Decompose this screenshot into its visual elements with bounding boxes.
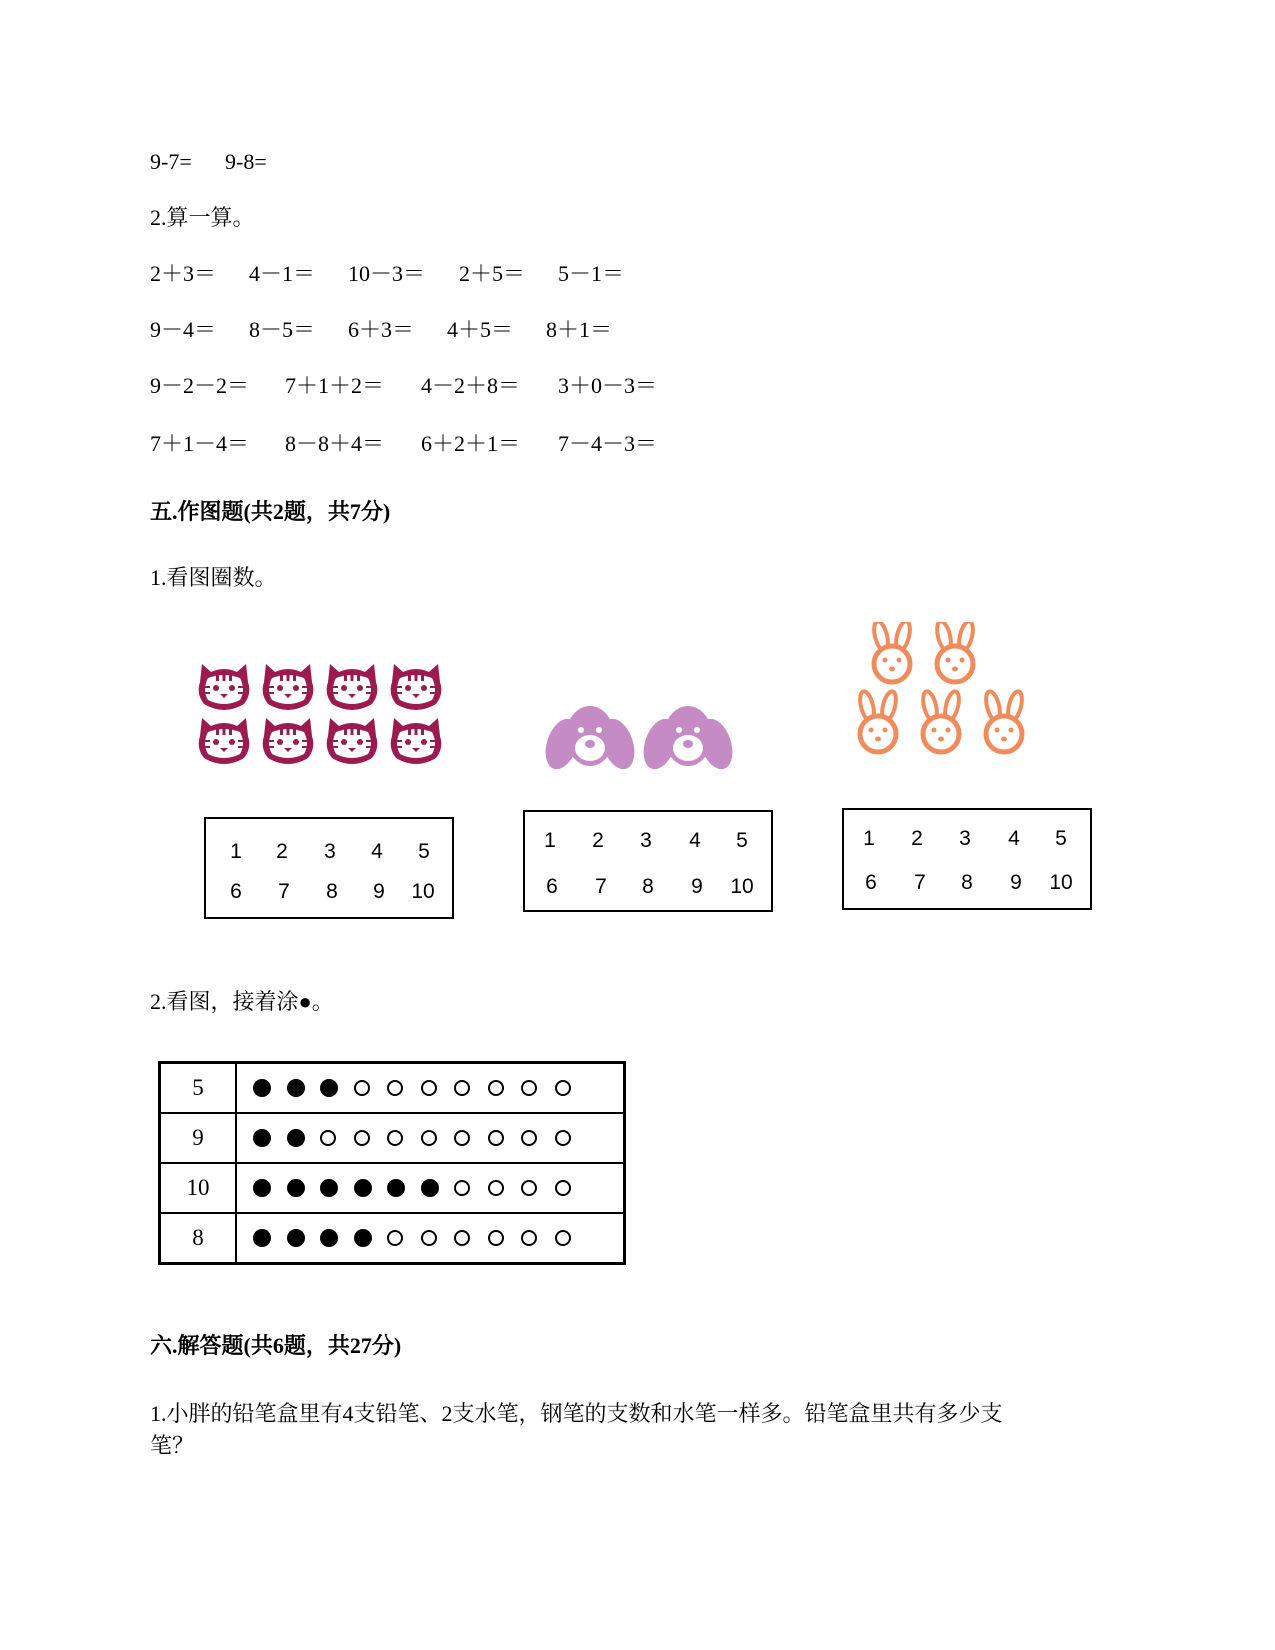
filled-dot[interactable]: [354, 1229, 372, 1247]
filled-dot[interactable]: [253, 1079, 271, 1097]
empty-dot[interactable]: [488, 1230, 504, 1246]
row-number-label: 10: [160, 1163, 237, 1213]
filled-dot[interactable]: [320, 1179, 338, 1197]
dot-cells: [236, 1213, 625, 1264]
equation: 7＋1－4＝: [150, 431, 250, 456]
equation: 9－2－2＝: [150, 373, 250, 398]
dot-cells: [236, 1113, 625, 1163]
number-cell[interactable]: 3: [959, 827, 971, 850]
puppy-face-icon: [545, 706, 640, 773]
row-number-label: 9: [160, 1113, 237, 1163]
number-cell[interactable]: 9: [1010, 871, 1022, 894]
number-cell[interactable]: 1: [863, 827, 875, 850]
number-cell[interactable]: 8: [326, 880, 338, 903]
number-cell[interactable]: 4: [371, 840, 383, 863]
number-cell[interactable]: 8: [961, 871, 973, 894]
equation: 9-8=: [225, 149, 267, 174]
bunny-face-icon: [872, 622, 913, 682]
empty-dot[interactable]: [488, 1080, 504, 1096]
bunny-face-icon: [921, 690, 962, 752]
number-cell[interactable]: 5: [736, 829, 748, 852]
dot-table-row: [160, 1213, 625, 1264]
empty-dot[interactable]: [521, 1230, 537, 1246]
number-box-tigers: [204, 817, 454, 919]
filled-dot[interactable]: [253, 1179, 271, 1197]
number-box-puppies: [523, 810, 773, 912]
empty-dot[interactable]: [421, 1230, 437, 1246]
number-cell[interactable]: 1: [230, 840, 242, 863]
number-cell[interactable]: 10: [730, 875, 754, 898]
tiger-face-icon: [391, 664, 442, 710]
number-cell[interactable]: 1: [544, 829, 556, 852]
number-cell[interactable]: 3: [324, 840, 336, 863]
empty-dot[interactable]: [488, 1130, 504, 1146]
equation: 8＋1＝: [546, 317, 613, 342]
section-title: 五.作图题(共2题，共7分): [150, 499, 391, 524]
empty-dot[interactable]: [521, 1180, 537, 1196]
empty-dot[interactable]: [521, 1130, 537, 1146]
empty-dot[interactable]: [521, 1080, 537, 1096]
empty-dot[interactable]: [454, 1180, 470, 1196]
puppy-face-icon: [638, 706, 739, 773]
tiger-face-icon: [263, 664, 314, 710]
number-cell[interactable]: 7: [595, 875, 607, 898]
equation: 8－8＋4＝: [285, 431, 385, 456]
empty-dot[interactable]: [354, 1130, 370, 1146]
section-title: 六.解答题(共6题，共27分): [150, 1333, 402, 1358]
dot-cells: [236, 1063, 625, 1114]
empty-dot[interactable]: [421, 1130, 437, 1146]
tiger-group: [196, 660, 452, 770]
number-cell[interactable]: 6: [865, 871, 877, 894]
puppy-group: [545, 700, 745, 775]
row-number-label: 5: [160, 1063, 237, 1114]
bunny-face-icon: [858, 690, 899, 752]
number-cell[interactable]: 9: [691, 875, 703, 898]
dot-table-row: [160, 1163, 625, 1213]
empty-dot[interactable]: [555, 1080, 571, 1096]
filled-dot[interactable]: [421, 1179, 439, 1197]
equation: 7＋1＋2＝: [285, 373, 385, 398]
empty-dot[interactable]: [387, 1230, 403, 1246]
empty-dot[interactable]: [555, 1130, 571, 1146]
bunny-face-icon: [984, 690, 1025, 752]
number-cell[interactable]: 10: [411, 880, 435, 903]
empty-dot[interactable]: [454, 1230, 470, 1246]
empty-dot[interactable]: [354, 1080, 370, 1096]
word-problem: 1.小胖的铅笔盒里有4支铅笔、2支水笔，钢笔的支数和水笔一样多。铅笔盒里共有多少支: [150, 1401, 1003, 1426]
equation: 4－2＋8＝: [421, 373, 521, 398]
bunny-face-icon: [935, 622, 976, 682]
empty-dot[interactable]: [454, 1130, 470, 1146]
empty-dot[interactable]: [555, 1180, 571, 1196]
empty-dot[interactable]: [421, 1080, 437, 1096]
empty-dot[interactable]: [555, 1230, 571, 1246]
equation: 5－1＝: [558, 261, 625, 286]
number-cell[interactable]: 10: [1049, 871, 1073, 894]
number-cell[interactable]: 8: [642, 875, 654, 898]
empty-dot[interactable]: [488, 1180, 504, 1196]
number-cell[interactable]: 4: [689, 829, 701, 852]
equation: 6＋2＋1＝: [421, 431, 521, 456]
empty-dot[interactable]: [320, 1130, 336, 1146]
tiger-face-icon: [391, 718, 442, 764]
filled-dot[interactable]: [354, 1179, 372, 1197]
filled-dot[interactable]: [387, 1179, 405, 1197]
number-cell[interactable]: 2: [592, 829, 604, 852]
equation: 3＋0－3＝: [558, 373, 658, 398]
filled-dot[interactable]: [287, 1079, 305, 1097]
number-box-bunnies: [842, 808, 1092, 910]
equation: 4－1＝: [249, 261, 316, 286]
filled-dot[interactable]: [253, 1229, 271, 1247]
equation: 8－5＝: [249, 317, 316, 342]
empty-dot[interactable]: [387, 1130, 403, 1146]
filled-dot[interactable]: [253, 1129, 271, 1147]
number-cell[interactable]: 7: [278, 880, 290, 903]
dot-coloring-table: [158, 1061, 626, 1265]
bunny-group: [850, 622, 1040, 772]
equation: 10－3＝: [348, 261, 426, 286]
number-cell[interactable]: 4: [1008, 827, 1020, 850]
dot-cells: [236, 1163, 625, 1213]
equation: 9-7=: [150, 149, 192, 174]
row-number-label: 8: [160, 1213, 237, 1264]
equation: 2＋5＝: [459, 261, 526, 286]
filled-dot[interactable]: [320, 1229, 338, 1247]
filled-dot[interactable]: [287, 1229, 305, 1247]
dot-table-row: [160, 1113, 625, 1163]
tiger-face-icon: [199, 664, 250, 710]
equation: 4＋5＝: [447, 317, 514, 342]
question-title: 2.看图，接着涂●。: [150, 989, 334, 1014]
equation: 2＋3＝: [150, 261, 217, 286]
tiger-face-icon: [263, 718, 314, 764]
empty-dot[interactable]: [454, 1080, 470, 1096]
tiger-face-icon: [327, 664, 378, 710]
number-cell[interactable]: 5: [1055, 827, 1067, 850]
equation: 7－4－3＝: [558, 431, 658, 456]
filled-dot[interactable]: [320, 1079, 338, 1097]
number-cell[interactable]: 3: [640, 829, 652, 852]
number-cell[interactable]: 6: [230, 880, 242, 903]
number-cell[interactable]: 7: [914, 871, 926, 894]
filled-dot[interactable]: [287, 1179, 305, 1197]
question-title: 2.算一算。: [150, 205, 255, 230]
word-problem: 笔？: [150, 1433, 195, 1458]
question-title: 1.看图圈数。: [150, 565, 277, 590]
equation: 9－4＝: [150, 317, 217, 342]
number-cell[interactable]: 2: [911, 827, 923, 850]
tiger-face-icon: [327, 718, 378, 764]
dot-table-row: [160, 1063, 625, 1114]
number-cell[interactable]: 2: [276, 840, 288, 863]
tiger-face-icon: [199, 718, 250, 764]
equation: 6＋3＝: [348, 317, 415, 342]
number-cell[interactable]: 9: [373, 880, 385, 903]
number-cell[interactable]: 5: [418, 840, 430, 863]
filled-dot[interactable]: [287, 1129, 305, 1147]
empty-dot[interactable]: [387, 1080, 403, 1096]
number-cell[interactable]: 6: [546, 875, 558, 898]
